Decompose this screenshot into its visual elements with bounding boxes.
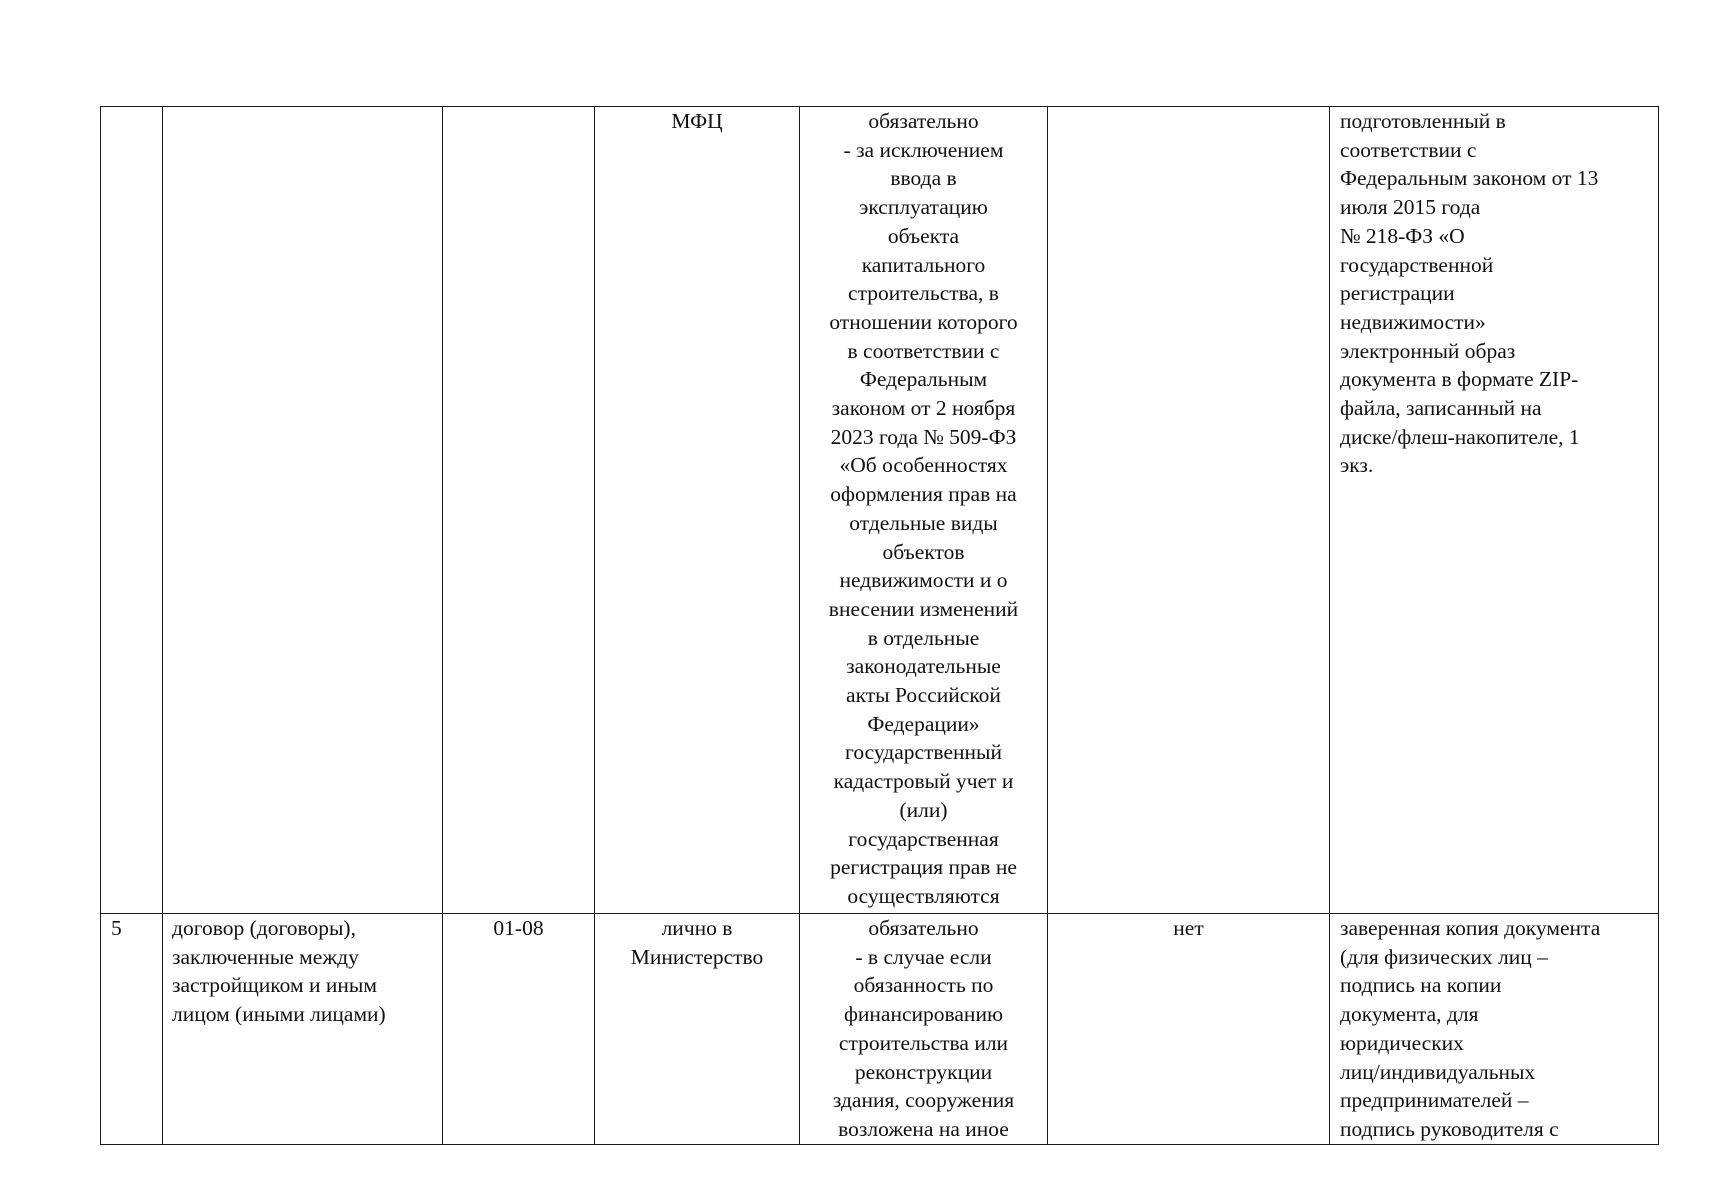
submission-method-cell: лично в Министерство (595, 914, 800, 1145)
requirement-cell: обязательно - за исключением ввода в эксплуатацию объекта капитального строительства, в отношении которого в соответствии с Федеральным законом от 2 ноября 2023 года № 509-ФЗ «Об особенностях оформления прав на отдельные виды объектов недвижимости и о внесении изменений в отдельные законодательные акты Российской Федерации» государственный кадастровый учет и (или) государственная регистрация прав не осуществляются (800, 107, 1048, 914)
row-number-cell: 5 (101, 914, 163, 1145)
interdepartmental-cell (1048, 107, 1330, 914)
code-cell (443, 107, 595, 914)
requirements-table (100, 106, 1659, 1145)
document-name-cell: договор (договоры), заключенные между застройщиком и иным лицом (иными лицами) (163, 914, 443, 1145)
submission-method-cell: МФЦ (595, 107, 800, 914)
document-form-cell: заверенная копия документа (для физических лиц – подпись на копии документа, для юридических лиц/индивидуальных предпринимателей – подпись руководителя с (1330, 914, 1659, 1145)
document-name-cell (163, 107, 443, 914)
table-row (101, 914, 1659, 1145)
requirement-cell: обязательно - в случае если обязанность по финансированию строительства или реконструкции здания, сооружения возложена на иное (800, 914, 1048, 1145)
code-cell: 01-08 (443, 914, 595, 1145)
document-form-cell: подготовленный в соответствии с Федеральным законом от 13 июля 2015 года № 218-ФЗ «О государственной регистрации недвижимости» электронный образ документа в формате ZIP- файла, записанный на диске/флеш-накопителе, 1 экз. (1330, 107, 1659, 914)
interdepartmental-cell: нет (1048, 914, 1330, 1145)
table-row (101, 107, 1659, 914)
row-number-cell (101, 107, 163, 914)
